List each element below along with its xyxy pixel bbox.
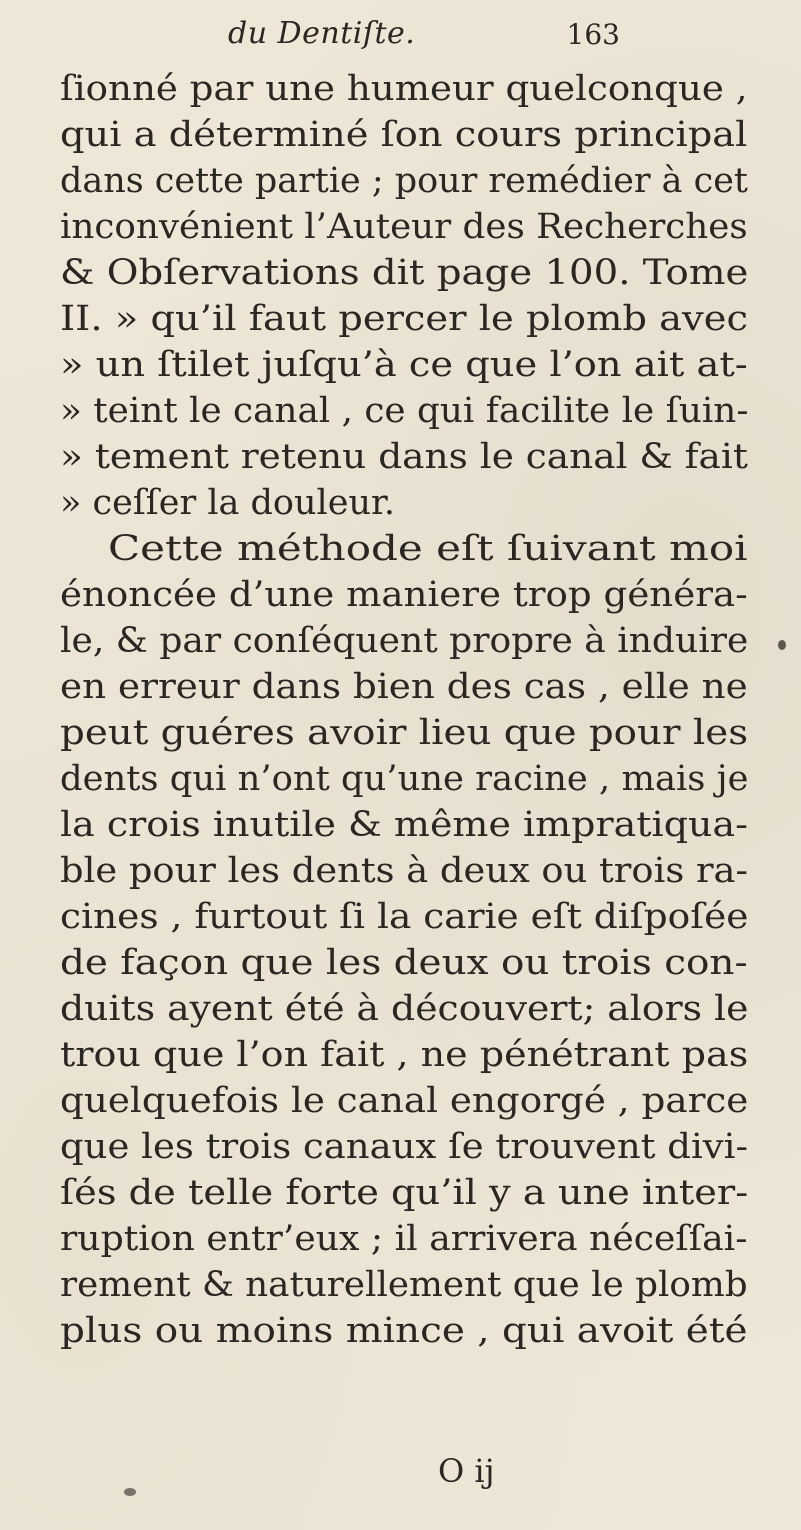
text-line: » teint le canal , ce qui facilite le ſuin-: [60, 391, 749, 431]
text-line: & Obſervations dit page 100. Tome: [60, 253, 749, 293]
text-line: » ceſſer la douleur.: [60, 483, 395, 523]
text-line: II. » qu’il faut percer le plomb avec: [60, 299, 748, 339]
text-line: dents qui n’ont qu’une racine , mais je: [60, 759, 749, 799]
text-line: en erreur dans bien des cas , elle ne: [60, 667, 748, 707]
page-number: 163: [566, 18, 620, 51]
text-line: cines , furtout ſi la carie eſt diſpoſée: [60, 897, 749, 937]
text-line: » tement retenu dans le canal & fait: [60, 437, 748, 477]
text-line: énoncée d’une maniere trop généra-: [60, 575, 748, 615]
text-line: ble pour les dents à deux ou trois ra-: [60, 851, 748, 891]
ink-mark: [778, 640, 786, 650]
text-line: trou que l’on fait , ne pénétrant pas: [60, 1035, 749, 1075]
text-line: rement & naturellement que le plomb: [60, 1265, 748, 1305]
text-line: le, & par conſéquent propre à induire: [60, 621, 749, 661]
text-line: dans cette partie ; pour remédier à cet: [60, 161, 748, 201]
text-line: que les trois canaux ſe trouvent divi-: [60, 1127, 749, 1167]
text-line: quelquefois le canal engorgé , parce: [60, 1081, 749, 1121]
text-line: peut guéres avoir lieu que pour les: [60, 713, 749, 753]
text-line: qui a déterminé ſon cours principal: [60, 115, 748, 155]
text-line: de façon que les deux ou trois con-: [60, 943, 748, 983]
text-line: » un ſtilet juſqu’à ce que l’on ait at-: [60, 345, 748, 385]
text-line: la crois inutile & même impratiqua-: [60, 805, 748, 845]
text-line: ruption entr’eux ; il arrivera néceſſai-: [60, 1219, 748, 1259]
ink-stain: [124, 1488, 136, 1496]
running-title: du Dentiſte.: [228, 16, 416, 51]
text-line: ſionné par une humeur quelconque ,: [60, 69, 748, 109]
catchword: O ij: [438, 1452, 495, 1490]
page-header: [200, 16, 620, 56]
text-line: ſés de telle forte qu’il y a une inter-: [60, 1173, 749, 1213]
text-line: plus ou moins mince , qui avoit été: [60, 1311, 748, 1351]
text-line: inconvénient l’Auteur des Recherches: [60, 207, 748, 247]
text-line: duits ayent été à découvert; alors le: [60, 989, 749, 1029]
text-line: Cette méthode eſt ſuivant moi: [108, 529, 748, 569]
